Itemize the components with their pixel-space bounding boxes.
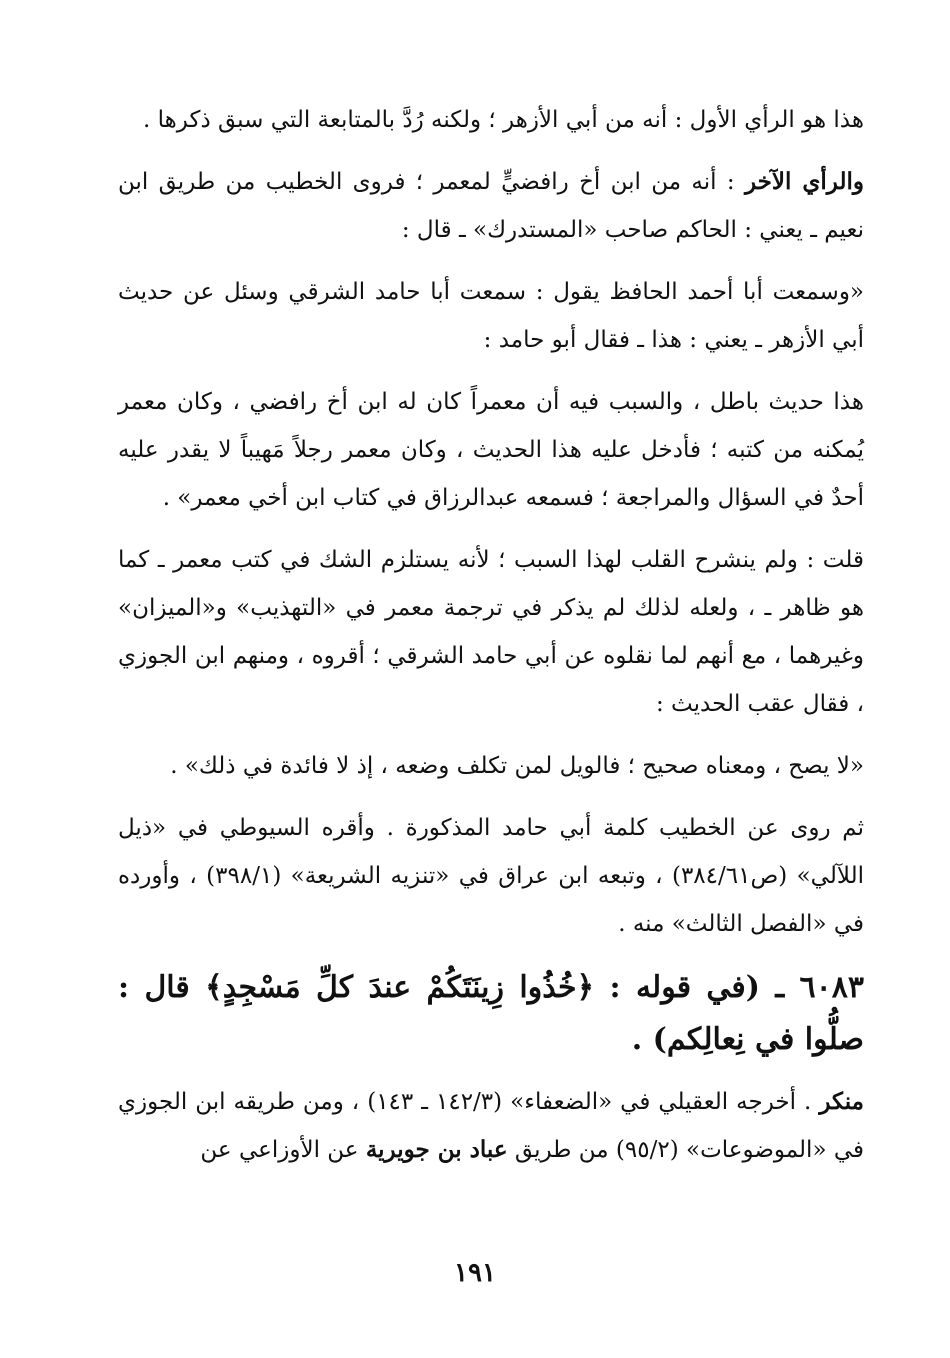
paragraph-text: قلت : ولم ينشرح القلب لهذا السبب ؛ لأنه يستلزم الشك في كتب معمر ـ كما هو ظاهر ـ ، ولعله لذلك لم يذكر في ترجمة معمر في «التهذيب» و«الميزان» وغيرهما ، مع أنهم لما نقلوه عن أبي حامد الشرقي ؛ أقروه ، ومنهم ابن الجوزي ، فقال عقب الحديث : xyxy=(118,547,864,717)
second-opinion-lead: والرأي الآخر xyxy=(744,168,864,195)
page-number: ١٩١ xyxy=(454,1258,496,1288)
paragraph-text: : أنه من ابن أخ رافضيٍّ لمعمر ؛ فروى الخطيب من طريق ابن نعيم ـ يعني : الحاكم صاحب «المستدرك» ـ قال : xyxy=(118,169,864,243)
paragraph-text: هذا هو الرأي الأول : أنه من أبي الأزهر ؛ ولكنه رُدَّ بالمتابعة التي سبق ذكرها . xyxy=(143,107,864,133)
hadith-heading xyxy=(118,962,864,1066)
hadith-heading-text: ٦٠٨٣ ـ (في قوله : ﴿خُذُوا زِينَتَكُمْ عندَ كلِّ مَسْجِدٍ﴾ قال : صلُّوا في نِعالِكم) . xyxy=(118,970,864,1057)
paragraph-first-opinion xyxy=(118,96,864,144)
paragraph-author-comment xyxy=(118,536,864,728)
paragraph-text: . أخرجه العقيلي في «الضعفاء» (١٤٢/٣ ـ ١٤٣) ، ومن طريقه ابن الجوزي في «الموضوعات» (٩٥/٢) من طريق xyxy=(118,1089,864,1163)
paragraph-text: هذا حديث باطل ، والسبب فيه أن معمراً كان له ابن أخ رافضي ، وكان معمر يُمكنه من كتبه ؛ فأدخل عليه هذا الحديث ، وكان معمر رجلاً مَهيباً لا يقدر عليه أحدٌ في السؤال والمراجعة ؛ فسمعه عبدالرزاق في كتاب ابن أخي معمر» . xyxy=(118,389,864,511)
paragraph-takhrij xyxy=(118,1078,864,1174)
paragraph-suyuti xyxy=(118,804,864,948)
paragraph-text: عن الأوزاعي عن xyxy=(200,1137,366,1163)
paragraph-quote-body xyxy=(118,378,864,522)
paragraph-quote-hafiz xyxy=(118,268,864,364)
narrator-name: عباد بن جويرية xyxy=(365,1136,508,1163)
paragraph-second-opinion xyxy=(118,158,864,254)
paragraph-text: «لا يصح ، ومعناه صحيح ؛ فالويل لمن تكلف وضعه ، إذ لا فائدة في ذلك» . xyxy=(170,753,864,779)
paragraph-ibn-jawzi-quote xyxy=(118,742,864,790)
page-body xyxy=(118,96,864,1188)
verdict-munkar: منكر xyxy=(819,1088,864,1115)
paragraph-text: ثم روى عن الخطيب كلمة أبي حامد المذكورة . وأقره السيوطي في «ذيل اللآلي» (ص٣٨٤/٦١) ، وتبعه ابن عراق في «تنزيه الشريعة» (٣٩٨/١) ، وأورده في «الفصل الثالث» منه . xyxy=(118,815,864,937)
paragraph-text: «وسمعت أبا أحمد الحافظ يقول : سمعت أبا حامد الشرقي وسئل عن حديث أبي الأزهر ـ يعني : هذا ـ فقال أبو حامد : xyxy=(118,279,864,353)
